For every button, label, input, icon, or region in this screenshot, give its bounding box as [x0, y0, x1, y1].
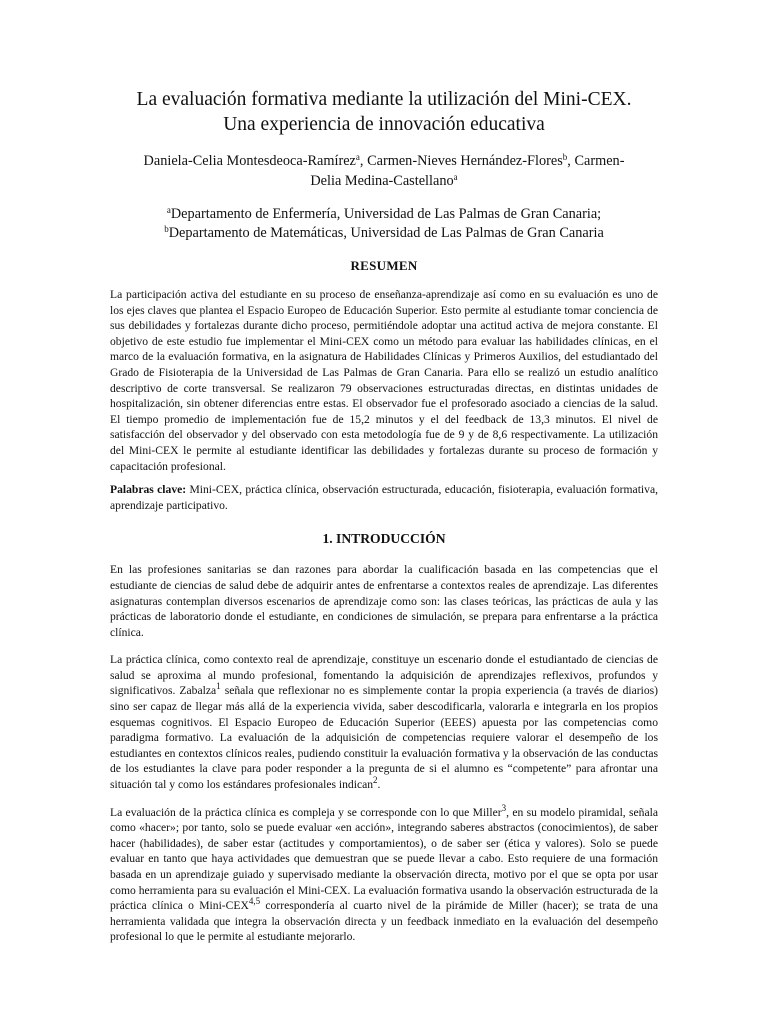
- keywords-label: Palabras clave:: [110, 483, 187, 497]
- author-name: Carmen-Nieves Hernández-Flores: [367, 153, 563, 169]
- paragraph-text: .: [377, 778, 381, 792]
- affiliation-mark: a: [166, 205, 171, 215]
- paragraph-text: señala que reflexionar no es simplemente contar la propia experiencia (a través de diarios) sino ser capaz de llegar más allá de la experiencia vivida, saber descodificarla, valorarla e integrarla en los propios esquemas cognitivos. El Espacio Europeo de Educación Superior (EEES) apuesta por las competencias como paradigma formativo. La evaluación de la adquisición de competencias requiere valorar el desempeño de los estudiantes en contextos clínicos reales, pudiendo constituir la evaluación formativa y la observación de las conductas de los estudiantes la clave para poder responder a la pregunta de si el alumno es “competente” para afrontar una situación tal y como los estándares profesionales indican: [110, 684, 658, 792]
- author-affiliation-mark: a: [355, 152, 360, 162]
- abstract-heading: RESUMEN: [350, 258, 418, 273]
- author-name: Daniela-Celia Montesdeoca-Ramírez: [143, 153, 356, 169]
- affiliation-b: Departamento de Matemáticas, Universidad de Las Palmas de Gran Canaria: [168, 225, 604, 241]
- affiliation-mark: b: [164, 224, 169, 234]
- abstract-text: La participación activa del estudiante en su proceso de enseñanza-aprendizaje así como en su evaluación es uno de los ejes claves que plantea el Espacio Europeo de Educación Superior. Esto permite al estudiante tomar conciencia de sus debilidades y fortalezas durante dicho proceso, permitiéndole adoptar una actitud activa de mejora constante. El objetivo de este estudio fue implementar el Mini-CEX como un método para evaluar las habilidades clínicas, en el marco de la evaluación formativa, en la asignatura de Habilidades Clínicas y Primeros Auxilios, del estudiantado del Grado de Fisioterapia de la Universidad de Las Palmas de Gran Canaria. Para ello se realizó un estudio analítico descriptivo de corte transversal. Se realizaron 79 observaciones estructuradas directas, en distintas unidades de hospitalización, sin obtener diferencias entre estas. El observador fue el profesorado asociado a ciencias de la salud. El tiempo promedio de implementación fue de 15,2 minutos y el del feedback de 13,3 minutos. El nivel de satisfacción del observador y del observado con esta metodología fue de 9 y de 8,6 respectivamente. La utilización del Mini-CEX le permite al estudiante identificar las debilidades y fortalezas durante su proceso de formación y capacitación profesional.: [110, 288, 658, 473]
- intro-paragraph-2: [110, 652, 658, 792]
- keywords: [110, 482, 658, 513]
- intro-paragraph-1: En las profesiones sanitarias se dan razones para abordar la cualificación basada en las competencias que el estudiante de ciencias de salud debe de adquirir antes de enfrentarse a contextos reales de aprendizaje. Las diferentes asignaturas contemplan diversos escenarios de aprendizaje como son: las clases teóricas, las prácticas de aula y las prácticas de laboratorio donde el estudiante, en condiciones de simulación, se prepara para enfrentarse a la práctica clínica.: [110, 563, 658, 639]
- affiliations: [110, 205, 658, 243]
- citation-ref: 2: [373, 775, 378, 786]
- keywords-text: Mini-CEX, práctica clínica, observación estructurada, educación, fisioterapia, evaluación formativa, aprendizaje participativo.: [110, 483, 658, 512]
- paragraph-text: La evaluación de la práctica clínica es compleja y se corresponde con lo que Miller: [110, 805, 502, 819]
- intro-paragraph-3: [110, 802, 659, 945]
- section-heading-introduction: 1. INTRODUCCIÓN: [322, 531, 446, 547]
- paragraph-text: , en su modelo piramidal, señala como «hacer»; por tanto, solo se puede evaluar «en acción», integrando saberes abstractos (conocimientos), de saber hacer (habilidades), de saber estar (actitudes y comportamientos), o de saber ser (ética y valores). Solo se puede evaluar en tanto que haya actividades que demuestran que se puede llevar a cabo. Esto requiere de una formación basada en un aprendizaje guiado y supervisado mediante la observación directa, motivo por el que se opta por usar como herramienta para su evaluación el Mini-CEX. La evaluación formativa usando la observación estructurada de la práctica clínica o Mini-CEX: [110, 805, 658, 913]
- title-line-2: Una experiencia de innovación educativa: [223, 114, 545, 135]
- paragraph-text: La práctica clínica, como contexto real de aprendizaje, constituye un escenario donde el estudiantado de ciencias de salud se aproxima al mundo profesional, fomentando la adquisición de aprendizajes reflexivos, profundos y significativos. Zabalza: [110, 653, 658, 698]
- title-line-1: La evaluación formativa mediante la utilización del Mini-CEX.: [136, 89, 632, 110]
- citation-ref: 4,5: [248, 896, 261, 907]
- citation-ref: 1: [216, 681, 221, 692]
- citation-ref: 3: [501, 802, 507, 813]
- author-affiliation-mark: a: [453, 172, 458, 182]
- author-list: Daniela-Celia Montesdeoca-Ramírez$^a$, Carmen-Nieves Hernández-Flores$^b$, Carmen- Delia Medina-Castellano$^a$: [143, 152, 625, 189]
- author-affiliation-mark: b: [562, 152, 568, 162]
- paper-title: [110, 0, 658, 137]
- affiliation-a: Departamento de Enfermería, Universidad de Las Palmas de Gran Canaria;: [170, 206, 602, 222]
- author-name-part: Delia Medina-Castellano: [310, 173, 454, 189]
- author-name-part: Carmen-: [574, 153, 625, 169]
- paragraph-text: correspondería al cuarto nivel de la pirámide de Miller (hacer); se trata de una herramienta validada que integra la observación directa y un feedback inmediato en la evaluación del desempeño profesional lo que le permite al estudiante mejorarlo.: [110, 899, 659, 944]
